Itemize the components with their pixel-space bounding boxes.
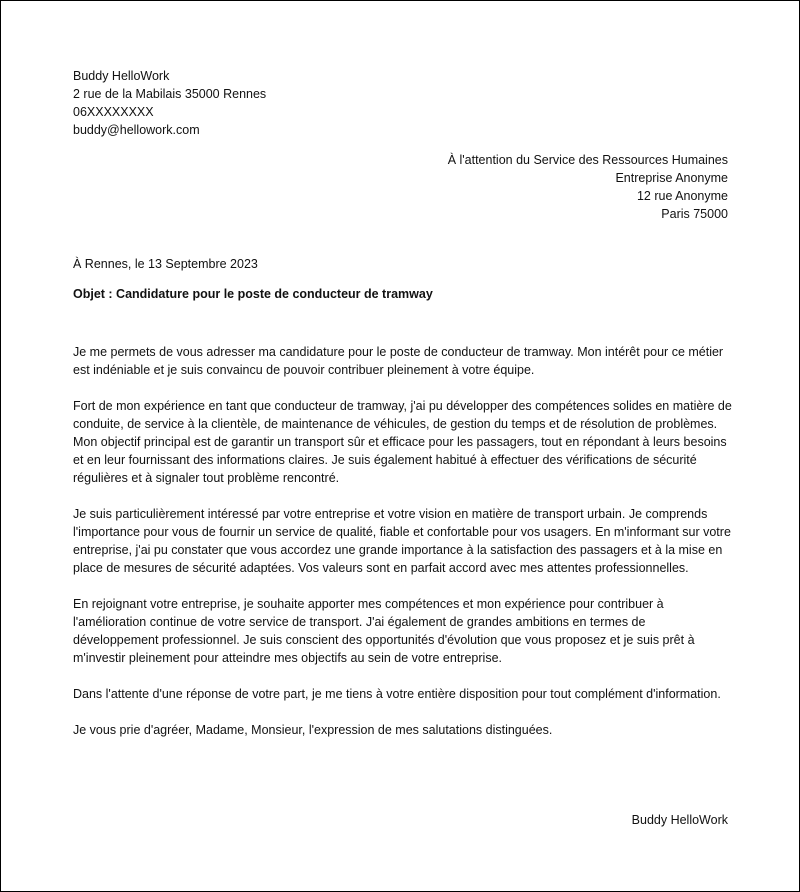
sender-phone: 06XXXXXXXX [73, 105, 154, 119]
body-paragraph-closing: Je vous prie d'agréer, Madame, Monsieur, l'expression de mes salutations distinguées. [73, 723, 553, 737]
letter-subject: Objet : Candidature pour le poste de conducteur de tramway [73, 287, 433, 301]
letter-date: À Rennes, le 13 Septembre 2023 [73, 257, 258, 271]
recipient-block [448, 151, 728, 223]
recipient-city: Paris 75000 [661, 207, 728, 221]
letter-signature: Buddy HelloWork [631, 813, 728, 827]
body-paragraph-intro: Je me permets de vous adresser ma candidature pour le poste de conducteur de tramway. Mon intérêt pour ce métier est indéniable et je suis convaincu de pouvoir contribuer pleinement à votre équipe. [73, 345, 724, 377]
sender-name: Buddy HelloWork [73, 69, 170, 83]
recipient-company: Entreprise Anonyme [615, 171, 728, 185]
body-paragraph-company: Je suis particulièrement intéressé par votre entreprise et votre vision en matière de transport urbain. Je comprends l'importance pour vous de fournir un service de qualité, fiable et confortable pour vos usagers. En m'informant sur votre entreprise, j'ai pu constater que vous accordez une grande importance à la satisfaction des passagers et à la mise en place de mesures de sécurité adaptées. Vos valeurs sont en parfait accord avec mes attentes professionnelles. [73, 507, 731, 575]
sender-address: 2 rue de la Mabilais 35000 Rennes [73, 87, 267, 101]
letter-body [73, 343, 733, 757]
body-paragraph-availability: Dans l'attente d'une réponse de votre part, je me tiens à votre entière disposition pour tout complément d'information. [73, 687, 721, 701]
body-paragraph-ambitions: En rejoignant votre entreprise, je souhaite apporter mes compétences et mon expérience pour contribuer à l'amélioration continue de votre service de transport. J'ai également de grandes ambitions en termes de développement professionnel. Je suis conscient des opportunités d'évolution que vous proposez et je suis prêt à m'investir pleinement pour atteindre mes objectifs au sein de votre entreprise. [73, 597, 695, 665]
sender-block [73, 67, 266, 139]
sender-email: buddy@hellowork.com [73, 123, 200, 137]
recipient-street: 12 rue Anonyme [636, 189, 728, 203]
body-paragraph-experience: Fort de mon expérience en tant que conducteur de tramway, j'ai pu développer des compétences solides en matière de conduite, de service à la clientèle, de maintenance de véhicules, de gestion du temps et de résolution de problèmes. Mon objectif principal est de garantir un transport sûr et efficace pour les passagers, tout en répondant à leurs besoins et en leur fournissant des informations claires. Je suis également habitué à effectuer des vérifications de sécurité régulières et à signaler tout problème rencontré. [73, 399, 732, 485]
recipient-attention: À l'attention du Service des Ressources Humaines [447, 153, 728, 167]
